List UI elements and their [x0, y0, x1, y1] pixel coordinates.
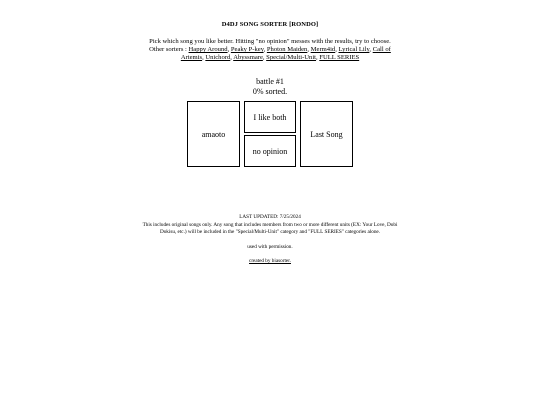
link-photon-maiden[interactable]: Photon Maiden — [266, 46, 308, 53]
inclusion-note: This includes original songs only. Any song that includes members from two or more different units (EX: Your Love, Dobi Dokisu, etc.) will be included in the "Special/Multi-Unit" category and "FULL SERIES" categories alone. — [142, 221, 398, 235]
link-peaky-p-key[interactable]: Peaky P-key — [230, 46, 264, 53]
link-unichord[interactable]: Unichord — [205, 54, 231, 61]
last-updated: LAST UPDATED: 7/25/2024 — [239, 214, 301, 220]
link-abyssmare[interactable]: Abyssmare — [233, 54, 263, 61]
link-merm4id[interactable]: Merm4id — [310, 46, 336, 53]
credit-link[interactable]: created by biasorter. — [249, 258, 291, 264]
link-special-multi-unit[interactable]: Special/Multi-Unit — [266, 54, 316, 61]
no-opinion-label: no opinion — [252, 146, 288, 156]
link-happy-around[interactable]: Happy Around — [188, 46, 228, 53]
permission-note: used with permission. — [247, 243, 293, 250]
instructions: Pick which song you like better. Hitting "no opinion" messes with the results, try to choose. — [149, 38, 391, 45]
like-both-button[interactable] — [244, 101, 296, 133]
sort-progress: 0% sorted. — [252, 87, 288, 96]
intro-text: Pick which song you like better. Hitting "no opinion" messes with the results, try to choose. Other sorters : Happy Around, Peaky P-key, Photon Maiden, Merm4id, Lyrical Lily, Call of Artemis, Unichord, Abyssmare, Special/Multi-Unit, FULL SERIES — [149, 38, 391, 61]
choice-left-song[interactable] — [187, 101, 240, 167]
right-song-label: Last Song — [310, 129, 343, 139]
battle-number: battle #1 — [256, 77, 284, 86]
other-sorters-label: Other sorters : — [149, 46, 189, 53]
link-full-series[interactable]: FULL SERIES — [319, 54, 360, 61]
page-title: D4DJ SONG SORTER [RONDO] — [221, 21, 319, 28]
left-song-label: amaoto — [201, 129, 226, 139]
no-opinion-button[interactable] — [244, 135, 296, 167]
battle-status — [0, 77, 540, 97]
like-both-label: I like both — [253, 112, 287, 122]
link-call-of-artemis[interactable]: Call of Artemis — [180, 46, 391, 61]
footer — [140, 214, 400, 266]
choice-right-song[interactable] — [300, 101, 353, 167]
link-lyrical-lily[interactable]: Lyrical Lily — [338, 46, 370, 53]
